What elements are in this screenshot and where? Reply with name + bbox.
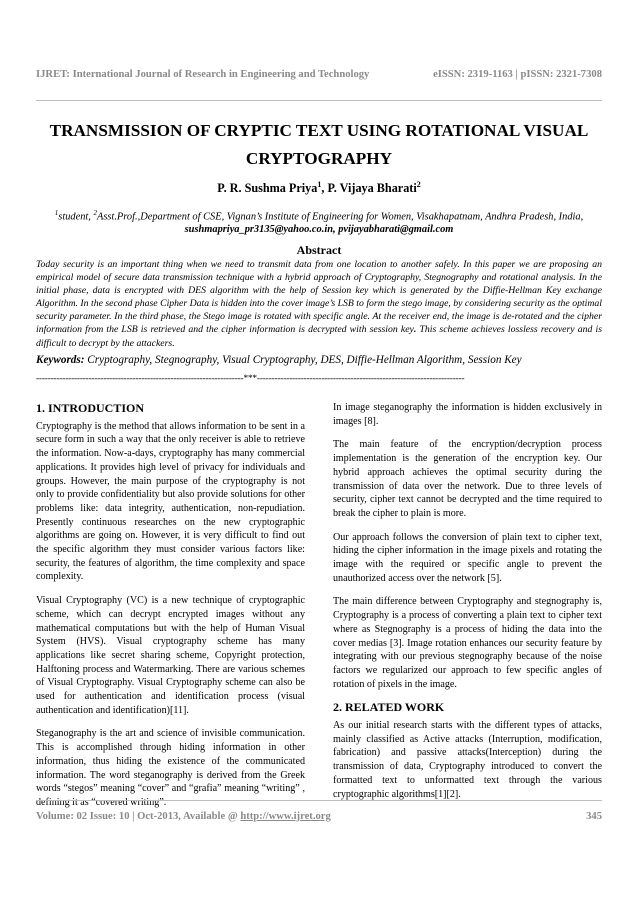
right-paragraph-1: In image steganography the information is hidden exclusively in images [8]. bbox=[333, 402, 602, 427]
right-paragraph-4: The main difference between Cryptography and stegnography is, Cryptography is a process of converting a plain text to cipher text where as Stegnography is a process of hiding the data into the cover medias [3]. Image rotation enhances our security feature by integrating with our previous stegnography because of the noise factors we regularized our approach to few specific angles of rotation of pixels in the image. bbox=[333, 596, 602, 690]
page-footer bbox=[36, 811, 602, 822]
author-line bbox=[30, 180, 608, 196]
author-emails: sushmapriya_pr3135@yahoo.co.in, pvijayabharati@gmail.com bbox=[184, 224, 454, 236]
author-2: P. Vijaya Bharati bbox=[327, 181, 417, 196]
intro-paragraph-2: Visual Cryptography (VC) is a new technique of cryptographic scheme, which can decrypt encrypted images without any mathematical computations but with the help of Human Visual System (HVS). Visual cryptography scheme has many applications like secret sharing scheme, Copyright protection, Halftoning process and Watermarking. There are various schemes of Visual Cryptography. Visual Cryptography scheme can also be used for authentication and identification process (visual authentication and identification)[11]. bbox=[36, 595, 305, 716]
page-number: 345 bbox=[586, 811, 602, 822]
right-column bbox=[333, 401, 602, 811]
abstract-period: . bbox=[413, 324, 417, 336]
author-1-sup: 1 bbox=[317, 180, 322, 189]
journal-url-link[interactable]: http://www.ijret.org bbox=[240, 811, 331, 822]
related-work-heading: 2. RELATED WORK bbox=[333, 700, 445, 715]
header-rule bbox=[36, 100, 602, 101]
intro-paragraph-3: Steganography is the art and science of invisible communication. This is accomplished through hiding information in other information, thus hiding the existence of the communicated information. The word steganography is derived from the Greek words “stegos” meaning “cover” and “grafia” meaning “writing” , defining it as “covered writing”. bbox=[36, 728, 305, 808]
affil-text: Asst.Prof.,Department of CSE, Vignan’s Institute of Engineering for Women, Visakhapatnam, Andhra Pradesh, India, bbox=[97, 211, 584, 223]
keywords bbox=[36, 354, 602, 366]
intro-paragraph-1: Cryptography is the method that allows information to be sent in a secure form in such a way that the only receiver is able to retrieve the information. Now-a-days, cryptography has many commercial applications. It provides high level of privacy for individuals and groups. However, the main purpose of the cryptography is not only to provide confidentiality but also provide solutions for other problems like: data integrity, authentication, non-repudiation. Presently continuous researches on the new cryptographic algorithms are going on. However, it is very difficult to find out the specific algorithm they must consider various factors like: security, the features of algorithm, the time complexity and space complexity. bbox=[36, 420, 305, 583]
left-column bbox=[36, 402, 305, 820]
issn: eISSN: 2319-1163 | pISSN: 2321-7308 bbox=[433, 69, 602, 80]
intro-heading: 1. INTRODUCTION bbox=[36, 401, 145, 415]
abstract-body: Today security is an important thing when we need to transmit data from one location to another safely. In this paper we are proposing an empirical model of secure data transmission technique with a hybrid approach of Cryptography, Stegnography and rotational analysis. In the initial phase, data is encrypted with DES algorithm with the help of Session key which is generated by the Diffie-Hellman Key exchange Algorithm. In the second phase Cipher Data is hidden into the cover image’s LSB to form the stego image, by considering security as the optimal security parameter. In the third phase, the Stego image is rotated with specific angle. At the receiver end, the image is de-rotated and the cipher information from the LSB is retrieved and the cipher information is decrypted with session key bbox=[36, 259, 602, 336]
footer-rule bbox=[36, 800, 602, 801]
right-paragraph-3: Our approach follows the conversion of plain text to cipher text, hiding the cipher information in the image pixels and rotating the image with the required or specific angle to prevent the unauthorized access over the network [5]. bbox=[333, 531, 602, 584]
keywords-label: Keywords: bbox=[36, 354, 85, 366]
running-header bbox=[36, 69, 602, 80]
journal-name: IJRET: International Journal of Research in Engineering and Technology bbox=[36, 69, 370, 80]
related-work-paragraph: As our initial research starts with the different types of attacks, mainly classified as Active attacks (Interruption, modification, fabrication) and passive attacks(Interception) during the transmission of data, Cryptography introduced to convert the formatted text to unformatted text through the various cryptographic algorithms[1][2]. bbox=[333, 720, 602, 800]
section-separator: -----------------------------------------------------------------------***----------------------------------------------------------------------- bbox=[36, 374, 465, 384]
abstract-text bbox=[36, 258, 602, 350]
keywords-text: Cryptography, Stegnography, Visual Cryptography, DES, Diffie-Hellman Algorithm, Session Key bbox=[84, 354, 522, 366]
affil-sup-2: 2 bbox=[93, 209, 97, 217]
right-paragraph-2: The main feature of the encryption/decryption process implementation is the generation of the encryption key. Our hybrid approach achieves the optimal security during the transmission of data over the network. Due to three levels of security, cipher text cannot be decrypted and the time required to break the cipher to plain is more. bbox=[333, 439, 602, 519]
affil-sup-1: 1 bbox=[54, 209, 59, 217]
author-2-sup: 2 bbox=[416, 180, 421, 189]
footer-volume bbox=[36, 811, 331, 822]
author-separator: , bbox=[321, 181, 328, 196]
paper-title: TRANSMISSION OF CRYPTIC TEXT USING ROTATIONAL VISUAL CRYPTOGRAPHY bbox=[49, 121, 589, 168]
affiliation bbox=[36, 207, 602, 236]
affil-student: student, bbox=[58, 211, 94, 223]
abstract-heading: Abstract bbox=[296, 243, 342, 257]
footer-volume-text: Volume: 02 Issue: 10 | Oct-2013, Available @ bbox=[36, 811, 241, 822]
author-1: P. R. Sushma Priya bbox=[217, 181, 318, 196]
abstract-end: This scheme achieves lossless recovery and is difficult to decrypt by the attackers. bbox=[36, 324, 602, 349]
